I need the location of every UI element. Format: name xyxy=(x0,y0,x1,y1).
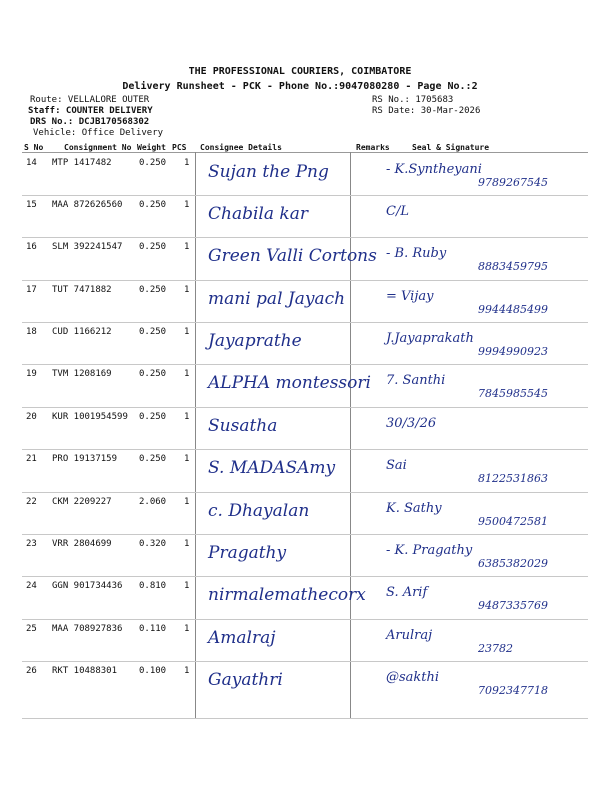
phone-handwriting: 9994990923 xyxy=(478,345,548,358)
table-row xyxy=(0,408,600,450)
phone-handwriting: 23782 xyxy=(478,642,513,655)
table-row xyxy=(0,196,600,238)
consignment-cell: CKM 2209227 xyxy=(52,497,112,507)
sno-cell: 19 xyxy=(26,369,37,379)
pcs-cell: 1 xyxy=(184,581,190,591)
table-row xyxy=(0,154,600,196)
pcs-cell: 1 xyxy=(184,454,190,464)
consignment-cell: TVM 1208169 xyxy=(52,369,112,379)
weight-cell: 0.250 xyxy=(139,285,167,295)
signature-handwriting: - K. Pragathy xyxy=(386,543,473,558)
col-consignee: Consignee Details xyxy=(200,143,282,152)
consignee-handwriting: Amalraj xyxy=(208,628,276,648)
pcs-cell: 1 xyxy=(184,412,190,422)
weight-cell: 0.250 xyxy=(139,454,167,464)
weight-cell: 0.250 xyxy=(139,412,167,422)
consignment-cell: GGN 901734436 xyxy=(52,581,123,591)
sno-cell: 20 xyxy=(26,412,37,422)
phone-handwriting: 9487335769 xyxy=(478,599,548,612)
signature-handwriting: C/L xyxy=(386,204,409,219)
sno-cell: 25 xyxy=(26,624,37,634)
table-row xyxy=(0,238,600,281)
pcs-cell: 1 xyxy=(184,624,190,634)
sno-cell: 26 xyxy=(26,666,37,676)
weight-cell: 0.250 xyxy=(139,369,167,379)
phone-handwriting: 9500472581 xyxy=(478,515,548,528)
col-pcs: PCS xyxy=(172,143,187,152)
sno-cell: 18 xyxy=(26,327,37,337)
consignment-cell: MAA 872626560 xyxy=(52,200,123,210)
consignee-handwriting: mani pal Jayach xyxy=(208,289,346,309)
signature-handwriting: Sai xyxy=(386,458,407,473)
phone-handwriting: 8122531863 xyxy=(478,472,548,485)
weight-cell: 0.320 xyxy=(139,539,167,549)
sno-cell: 21 xyxy=(26,454,37,464)
consignment-cell: MTP 1417482 xyxy=(52,158,112,168)
col-sno: S No xyxy=(24,143,44,152)
table-row xyxy=(0,281,600,323)
signature-handwriting: J.Jayaprakath xyxy=(386,331,474,346)
col-seal: Seal & Signature xyxy=(412,143,490,152)
pcs-cell: 1 xyxy=(184,158,190,168)
header-rule xyxy=(22,152,588,153)
weight-cell: 0.110 xyxy=(139,624,167,634)
consignment-cell: SLM 392241547 xyxy=(52,242,123,252)
pcs-cell: 1 xyxy=(184,666,190,676)
rs-number: RS No.: 1705683 xyxy=(372,95,454,105)
col-consignment: Consignment No xyxy=(64,143,132,152)
consignee-handwriting: Susatha xyxy=(208,416,278,436)
consignee-handwriting: S. MADASAmy xyxy=(208,458,336,478)
pcs-cell: 1 xyxy=(184,242,190,252)
signature-handwriting: - B. Ruby xyxy=(386,246,447,261)
table-row xyxy=(0,450,600,493)
weight-cell: 0.250 xyxy=(139,327,167,337)
pcs-cell: 1 xyxy=(184,327,190,337)
weight-cell: 0.100 xyxy=(139,666,167,676)
phone-handwriting: 9789267545 xyxy=(478,176,548,189)
table-row xyxy=(0,493,600,535)
col-remarks: Remarks xyxy=(356,143,390,152)
drs-number: DRS No.: DCJB170568302 xyxy=(30,117,150,127)
signature-handwriting: S. Arif xyxy=(386,585,428,600)
phone-handwriting: 7092347718 xyxy=(478,684,548,697)
sno-cell: 22 xyxy=(26,497,37,507)
company-name: THE PROFESSIONAL COURIERS, COIMBATORE xyxy=(188,66,412,77)
signature-handwriting: - K.Syntheyani xyxy=(386,162,482,177)
consignment-cell: VRR 2804699 xyxy=(52,539,112,549)
staff-label: Staff: COUNTER DELIVERY xyxy=(28,106,153,116)
weight-cell: 0.250 xyxy=(139,158,167,168)
sno-cell: 17 xyxy=(26,285,37,295)
consignment-cell: KUR 1001954599 xyxy=(52,412,128,422)
consignee-handwriting: Pragathy xyxy=(208,543,287,563)
consignee-handwriting: Jayaprathe xyxy=(208,331,302,351)
consignee-handwriting: nirmalemathecorx xyxy=(208,585,366,605)
consignment-cell: MAA 708927836 xyxy=(52,624,123,634)
pcs-cell: 1 xyxy=(184,497,190,507)
consignee-handwriting: Green Valli Cortons xyxy=(208,246,377,266)
sno-cell: 23 xyxy=(26,539,37,549)
consignee-handwriting: ALPHA montessori xyxy=(208,373,371,393)
phone-handwriting: 6385382029 xyxy=(478,557,548,570)
pcs-cell: 1 xyxy=(184,200,190,210)
signature-handwriting: = Vijay xyxy=(386,289,434,304)
table-row xyxy=(0,620,600,662)
table-row xyxy=(0,365,600,408)
route-label: Route: VELLALORE OUTER xyxy=(30,95,150,105)
consignee-handwriting: Gayathri xyxy=(208,670,283,690)
table-row xyxy=(0,535,600,577)
signature-handwriting: 30/3/26 xyxy=(386,416,437,431)
sno-cell: 15 xyxy=(26,200,37,210)
sno-cell: 16 xyxy=(26,242,37,252)
sno-cell: 14 xyxy=(26,158,37,168)
weight-cell: 0.810 xyxy=(139,581,167,591)
vehicle-label: Vehicle: Office Delivery xyxy=(33,128,164,138)
consignment-cell: PRO 19137159 xyxy=(52,454,118,464)
table-row xyxy=(0,662,600,719)
weight-cell: 2.060 xyxy=(139,497,167,507)
weight-cell: 0.250 xyxy=(139,242,167,252)
table-row xyxy=(0,577,600,620)
signature-handwriting: K. Sathy xyxy=(386,501,442,516)
phone-handwriting: 9944485499 xyxy=(478,303,548,316)
consignment-cell: RKT 10488301 xyxy=(52,666,118,676)
pcs-cell: 1 xyxy=(184,285,190,295)
runsheet-title: Delivery Runsheet - PCK - Phone No.:9047080280 - Page No.:2 xyxy=(122,81,478,92)
consignee-handwriting: Sujan the Png xyxy=(208,162,329,182)
sno-cell: 24 xyxy=(26,581,37,591)
phone-handwriting: 8883459795 xyxy=(478,260,548,273)
col-weight: Weight xyxy=(137,143,166,152)
consignment-cell: TUT 7471882 xyxy=(52,285,112,295)
phone-handwriting: 7845985545 xyxy=(478,387,548,400)
table-row xyxy=(0,323,600,365)
consignment-cell: CUD 1166212 xyxy=(52,327,112,337)
row-divider xyxy=(22,718,588,719)
weight-cell: 0.250 xyxy=(139,200,167,210)
pcs-cell: 1 xyxy=(184,539,190,549)
signature-handwriting: @sakthi xyxy=(386,670,440,685)
pcs-cell: 1 xyxy=(184,369,190,379)
consignee-handwriting: c. Dhayalan xyxy=(208,501,310,521)
signature-handwriting: Arulraj xyxy=(386,628,433,643)
signature-handwriting: 7. Santhi xyxy=(386,373,446,388)
rs-date: RS Date: 30-Mar-2026 xyxy=(372,106,481,116)
consignee-handwriting: Chabila kar xyxy=(208,204,308,224)
